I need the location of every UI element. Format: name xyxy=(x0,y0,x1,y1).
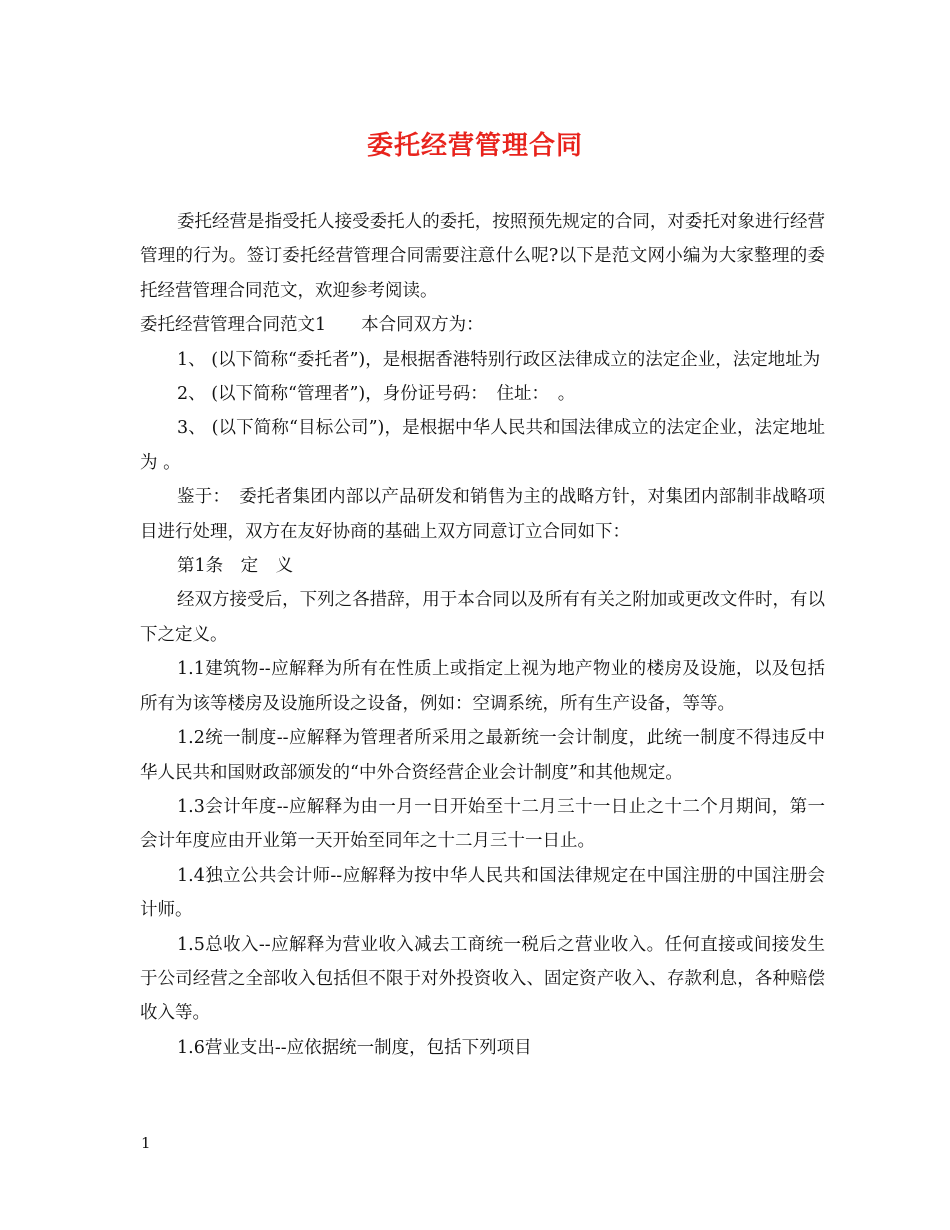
body-paragraph: 第1条 定 义 xyxy=(177,556,294,577)
body-paragraph: 2、 (以下简称“管理者”)，身份证号码： 住址： 。 xyxy=(177,384,576,405)
body-paragraph: 1、 (以下简称“委托者”)，是根据香港特别行政区法律成立的法定企业，法定地址为 xyxy=(177,349,821,370)
body-paragraph: 经双方接受后，下列之各措辞，用于本合同以及所有有关之附加或更改文件时，有以下之定义。 xyxy=(140,590,825,645)
body-paragraph: 1.4独立公共会计师--应解释为按中华人民共和国法律规定在中国注册的中国注册会计师。 xyxy=(140,865,825,921)
document-body xyxy=(140,205,825,1065)
body-paragraph: 1.2统一制度--应解释为管理者所采用之最新统一会计制度，此统一制度不得违反中华人民共和国财政部颁发的“中外合资经营企业会计制度”和其他规定。 xyxy=(140,728,825,783)
body-paragraph: 1.3会计年度--应解释为由一月一日开始至十二月三十一日止之十二个月期间，第一会计年度应由开业第一天开始至同年之十二月三十一日止。 xyxy=(140,796,825,852)
body-paragraph: 3、 (以下简称“目标公司”)，是根据中华人民共和国法律成立的法定企业，法定地址为 。 xyxy=(140,418,825,473)
body-paragraph: 1.5总收入--应解释为营业收入减去工商统一税后之营业收入。任何直接或间接发生于公司经营之全部收入包括但不限于对外投资收入、固定资产收入、存款利息，各种赔偿收入等。 xyxy=(140,934,825,1024)
page-number: 1 xyxy=(141,1134,151,1152)
body-paragraph: 1.6营业支出--应依据统一制度，包括下列项目 xyxy=(177,1037,532,1058)
document-title: 委托经营管理合同 xyxy=(366,131,583,161)
body-paragraph: 1.1建筑物--应解释为所有在性质上或指定上视为地产物业的楼房及设施，以及包括所有为该等楼房及设施所设之设备，例如：空调系统，所有生产设备，等等。 xyxy=(140,659,825,714)
body-paragraph: 委托经营管理合同范文1 本合同双方为： xyxy=(140,315,484,336)
body-paragraph: 鉴于： 委托者集团内部以产品研发和销售为主的战略方针，对集团内部制非战略项目进行处理，双方在友好协商的基础上双方同意订立合同如下： xyxy=(140,487,825,542)
body-paragraph: 委托经营是指受托人接受委托人的委托，按照预先规定的合同，对委托对象进行经营管理的行为。签订委托经营管理合同需要注意什么呢?以下是范文网小编为大家整理的委托经营管理合同范文，欢迎参考阅读。 xyxy=(140,212,825,301)
